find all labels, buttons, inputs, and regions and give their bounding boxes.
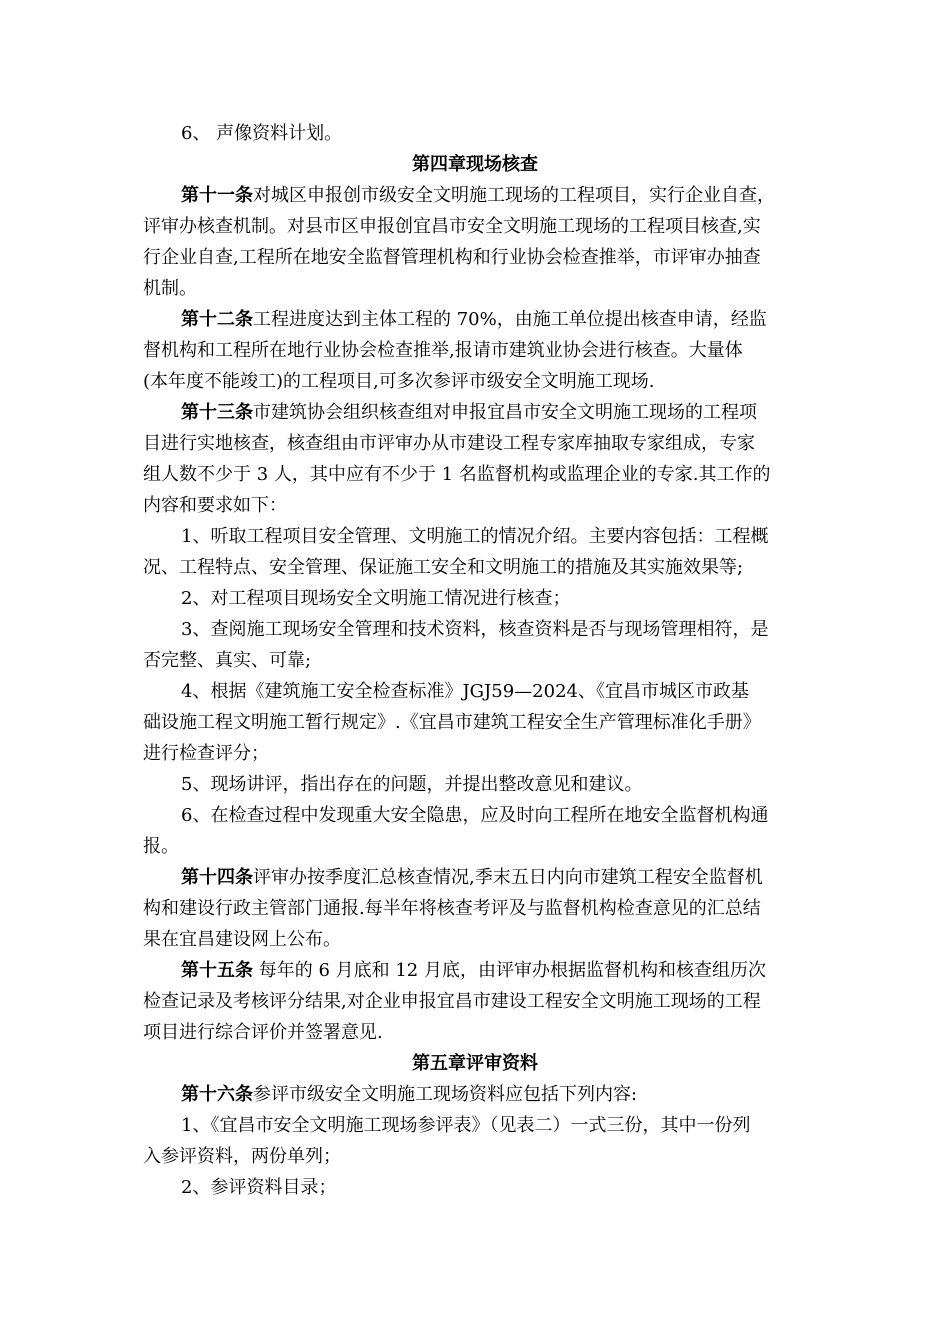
- text-line: [143, 955, 807, 986]
- line-text: 工程进度达到主体工程的 70%，由施工单位提出核查申请，经监: [253, 309, 767, 330]
- line-text: 检查记录及考核评分结果,对企业申报宜昌市建设工程安全文明施工现场的工程: [143, 991, 761, 1012]
- line-text: 果在宜昌建设网上公布。: [143, 929, 341, 950]
- line-text: 第四章现场核查: [412, 154, 538, 175]
- line-text: 每年的 6 月底和 12 月底，由评审办根据监督机构和核查组历次: [253, 960, 766, 981]
- line-text: 督机构和工程所在地行业协会检查推举,报请市建筑业协会进行核查。大量体: [143, 340, 743, 361]
- text-line: [143, 242, 807, 273]
- line-text: 内容和要求如下：: [143, 495, 287, 516]
- article-label: 第十五条: [181, 960, 253, 981]
- line-text: 评审办核查机制。对县市区申报创宜昌市安全文明施工现场的工程项目核查,实: [143, 216, 761, 237]
- line-text: 5、现场讲评，指出存在的问题，并提出整改意见和建议。: [181, 774, 643, 795]
- text-line: [143, 862, 807, 893]
- article-label: 第十二条: [181, 309, 253, 330]
- line-text: 4、根据《建筑施工安全检查标准》JGJ59—2024、《宜昌市城区市政基: [181, 681, 749, 702]
- text-line: [143, 831, 807, 862]
- text-line: [143, 211, 807, 242]
- text-line: [143, 552, 807, 583]
- text-line: [143, 1079, 807, 1110]
- line-text: 3、查阅施工现场安全管理和技术资料，核查资料是否与现场管理相符，是: [181, 619, 769, 640]
- text-line: [143, 428, 807, 459]
- line-text: 第五章评审资料: [412, 1053, 538, 1074]
- text-line: [143, 397, 807, 428]
- line-text: 参评市级安全文明施工现场资料应包括下列内容:: [253, 1084, 638, 1105]
- line-text: 进行检查评分；: [143, 743, 269, 764]
- text-line: [143, 118, 807, 149]
- text-line: [143, 490, 807, 521]
- text-line: [143, 1141, 807, 1172]
- text-line: [143, 1172, 807, 1203]
- line-text: 构和建设行政主管部门通报.每半年将核查考评及与监督机构检查意见的汇总结: [143, 898, 761, 919]
- text-line: [143, 180, 807, 211]
- article-label: 第十四条: [181, 867, 253, 888]
- text-line: [143, 273, 807, 304]
- line-text: 项目进行综合评价并签署意见.: [143, 1022, 383, 1043]
- line-text: 1、《宜昌市安全文明施工现场参评表》（见表二）一式三份，其中一份列: [181, 1115, 751, 1136]
- text-line: [143, 304, 807, 335]
- chapter-heading: [143, 1048, 807, 1079]
- line-text: 评审办按季度汇总核查情况,季末五日内向市建筑工程安全监督机: [253, 867, 763, 888]
- text-line: [143, 1017, 807, 1048]
- text-line: [143, 800, 807, 831]
- chapter-heading: [143, 149, 807, 180]
- line-text: 否完整、真实、可靠;: [143, 650, 312, 671]
- line-text: 目进行实地核查，核查组由市评审办从市建设工程专家库抽取专家组成，专家: [143, 433, 755, 454]
- text-line: [143, 986, 807, 1017]
- line-text: 组人数不少于 3 人，其中应有不少于 1 名监督机构或监理企业的专家.其工作的: [143, 464, 771, 485]
- line-text: (本年度不能竣工)的工程项目,可多次参评市级安全文明施工现场.: [143, 371, 655, 392]
- text-line: [143, 366, 807, 397]
- text-line: [143, 335, 807, 366]
- text-line: [143, 645, 807, 676]
- line-text: 1、听取工程项目安全管理、文明施工的情况介绍。主要内容包括：工程概: [181, 526, 769, 547]
- text-line: [143, 614, 807, 645]
- text-line: [143, 769, 807, 800]
- article-label: 第十三条: [181, 402, 253, 423]
- line-text: 报。: [143, 836, 179, 857]
- text-line: [143, 738, 807, 769]
- text-line: [143, 707, 807, 738]
- document-page: [143, 118, 807, 1203]
- line-text: 6、在检查过程中发现重大安全隐患，应及时向工程所在地安全监督机构通: [181, 805, 769, 826]
- text-line: [143, 1110, 807, 1141]
- line-text: 2、对工程项目现场安全文明施工情况进行核查；: [181, 588, 571, 609]
- text-line: [143, 676, 807, 707]
- text-line: [143, 893, 807, 924]
- text-line: [143, 459, 807, 490]
- text-line: [143, 583, 807, 614]
- line-text: 对城区申报创市级安全文明施工现场的工程项目，实行企业自查，: [253, 185, 775, 206]
- line-text: 入参评资料，两份单列；: [143, 1146, 341, 1167]
- text-line: [143, 924, 807, 955]
- line-text: 市建筑协会组织核查组对申报宜昌市安全文明施工现场的工程项: [253, 402, 757, 423]
- line-text: 机制。: [143, 278, 197, 299]
- text-line: [143, 521, 807, 552]
- line-text: 2、参评资料目录；: [181, 1177, 337, 1198]
- line-text: 础设施工程文明施工暂行规定》.《宜昌市建筑工程安全生产管理标准化手册》: [143, 712, 761, 733]
- article-label: 第十六条: [181, 1084, 253, 1105]
- line-text: 行企业自查,工程所在地安全监督管理机构和行业协会检查推举，市评审办抽查: [143, 247, 761, 268]
- article-label: 第十一条: [181, 185, 253, 206]
- line-text: 6、 声像资料计划。: [181, 123, 343, 144]
- line-text: 况、工程特点、安全管理、保证施工安全和文明施工的措施及其实施效果等;: [143, 557, 744, 578]
